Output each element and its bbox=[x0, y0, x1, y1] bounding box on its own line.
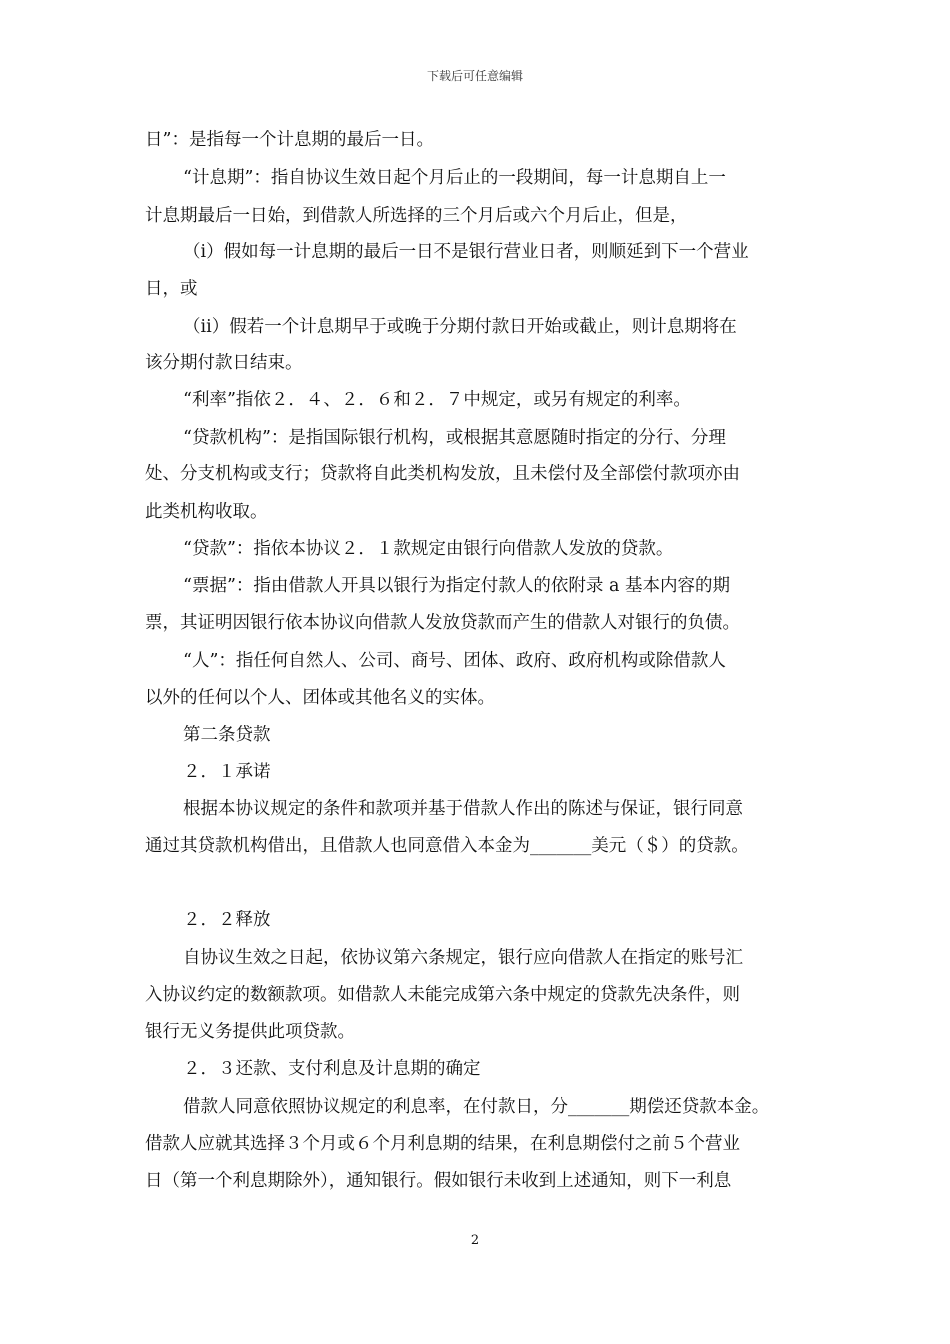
text-line: 日，或 bbox=[145, 279, 198, 299]
text-line: 入协议约定的数额款项。如借款人未能完成第六条中规定的贷款先决条件，则 bbox=[145, 985, 740, 1005]
text-line: 票，其证明因银行依本协议向借款人发放贷款而产生的借款人对银行的负债。 bbox=[145, 613, 740, 633]
text-line: 通过其贷款机构借出，且借款人也同意借入本金为_______美元（＄）的贷款。 bbox=[145, 836, 749, 856]
section-heading: ２．１承诺 bbox=[183, 762, 271, 782]
text-line: 借款人应就其选择３个月或６个月利息期的结果，在利息期偿付之前５个营业 bbox=[145, 1134, 740, 1154]
text-line: “利率”指依２．４、２．６和２．７中规定，或另有规定的利率。 bbox=[183, 390, 691, 410]
text-line: “贷款”：指依本协议２．１款规定由银行向借款人发放的贷款。 bbox=[183, 539, 674, 559]
text-line: 自协议生效之日起，依协议第六条规定，银行应向借款人在指定的账号汇 bbox=[183, 948, 743, 968]
text-line: （i）假如每一计息期的最后一日不是银行营业日者，则顺延到下一个营业 bbox=[183, 242, 749, 262]
text-line: 计息期最后一日始，到借款人所选择的三个月后或六个月后止，但是， bbox=[145, 206, 688, 226]
page-number: 2 bbox=[470, 1233, 480, 1248]
text-line: 根据本协议规定的条件和款项并基于借款人作出的陈述与保证，银行同意 bbox=[183, 799, 743, 819]
text-line: “贷款机构”：是指国际银行机构，或根据其意愿随时指定的分行、分理 bbox=[183, 428, 726, 448]
text-line: 日（第一个利息期除外），通知银行。假如银行未收到上述通知，则下一利息 bbox=[145, 1171, 732, 1191]
text-line: “人”：指任何自然人、公司、商号、团体、政府、政府机构或除借款人 bbox=[183, 651, 726, 671]
text-line: 此类机构收取。 bbox=[145, 502, 268, 522]
text-line: 以外的任何以个人、团体或其他名义的实体。 bbox=[145, 688, 495, 708]
text-line: 借款人同意依照协议规定的利息率，在付款日，分_______期偿还贷款本金。 bbox=[183, 1097, 770, 1117]
text-line: “计息期”：指自协议生效日起个月后止的一段期间，每一计息期自上一 bbox=[183, 168, 726, 188]
page-header: 下载后可任意编辑 bbox=[426, 69, 523, 83]
text-line: 该分期付款日结束。 bbox=[145, 353, 303, 373]
section-heading: ２．３还款、支付利息及计息期的确定 bbox=[183, 1059, 481, 1079]
section-heading: 第二条贷款 bbox=[183, 725, 271, 745]
section-heading: ２．２释放 bbox=[183, 910, 271, 930]
text-line: （ii）假若一个计息期早于或晚于分期付款日开始或截止，则计息期将在 bbox=[183, 317, 737, 337]
text-line: “票据”：指由借款人开具以银行为指定付款人的依附录 a 基本内容的期 bbox=[183, 576, 730, 596]
text-line: 处、分支机构或支行；贷款将自此类机构发放，且未偿付及全部偿付款项亦由 bbox=[145, 464, 740, 484]
text-line: 日”：是指每一个计息期的最后一日。 bbox=[145, 130, 434, 150]
text-line: 银行无义务提供此项贷款。 bbox=[145, 1022, 355, 1042]
